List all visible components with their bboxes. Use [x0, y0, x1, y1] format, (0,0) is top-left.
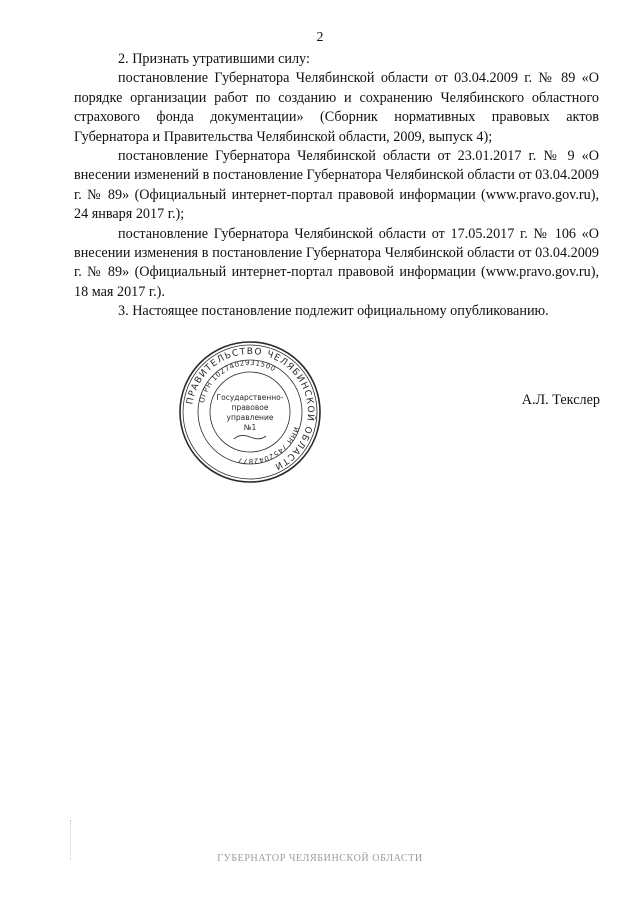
- seal-emblem-mark: [234, 435, 266, 439]
- official-seal: [176, 338, 324, 486]
- seal-ogrn-text: ОГРН 1027402931500: [197, 358, 278, 404]
- seal-inner-line-4: №1: [243, 423, 257, 432]
- seal-inner-line-2: правовое: [231, 403, 269, 412]
- signatory-name: А.Л. Текслер: [521, 392, 600, 408]
- document-body: [74, 50, 599, 322]
- paragraph-repeal-decree-9: постановление Губернатора Челябинской области от 23.01.2017 г. № 9 «О внесении изменений в постановление Губернатора Челябинской области от 03.04.2009 г. № 89» (Официальный интернет-портал правовой информации (www.pravo.gov.ru), 24 января 2017 г.);: [74, 148, 599, 223]
- page-number: 2: [316, 30, 324, 45]
- seal-inner-line-3: управление: [226, 413, 274, 422]
- paragraph-repeal-decree-106: постановление Губернатора Челябинской области от 17.05.2017 г. № 106 «О внесении изменения в постановление Губернатора Челябинской области от 03.04.2009 г. № 89» (Официальный интернет-портал правовой информации (www.pravo.gov.ru), 18 мая 2017 г.).: [74, 225, 599, 300]
- paragraph-item-3: 3. Настоящее постановление подлежит официальному опубликованию.: [118, 303, 549, 320]
- paragraph-repeal-decree-89: постановление Губернатора Челябинской области от 03.04.2009 г. № 89 «О порядке организации работ по созданию и сохранению Челябинского областного страхового фонда документации» (Сборник нормативных правовых актов Губернатора и Правительства Челябинской области, 2009, выпуск 4);: [74, 70, 599, 145]
- seal-inner-ring: [210, 372, 290, 452]
- seal-outer-text: ПРАВИТЕЛЬСТВО ЧЕЛЯБИНСКОЙ ОБЛАСТИ: [185, 346, 316, 472]
- seal-inn-text: ИНН 7452042877: [236, 425, 301, 466]
- footer-letterhead: ГУБЕРНАТОР ЧЕЛЯБИНСКОЙ ОБЛАСТИ: [217, 853, 423, 864]
- paragraph-item-2: 2. Признать утратившими силу:: [118, 51, 310, 67]
- seal-inner-line-1: Государственно-: [216, 393, 284, 402]
